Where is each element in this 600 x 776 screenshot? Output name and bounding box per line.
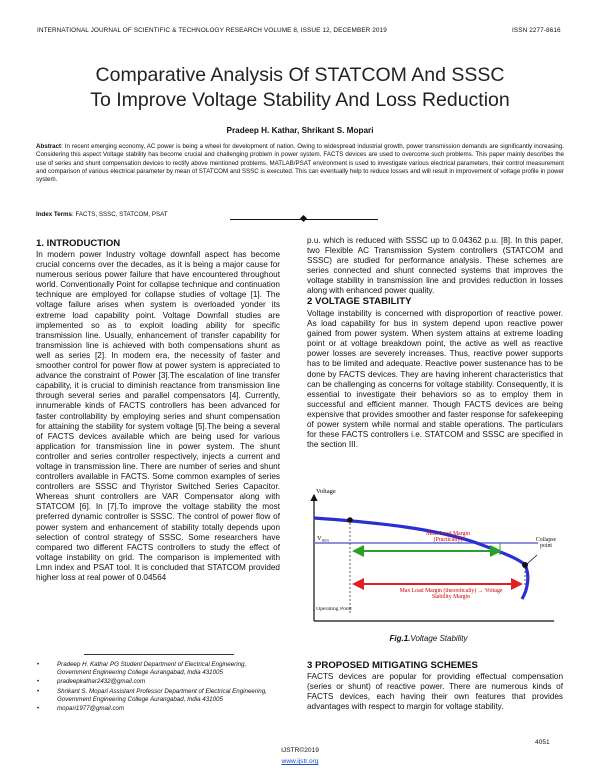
voltage-stability-diagram — [304, 487, 562, 629]
figure-caption — [296, 634, 561, 643]
footnote-text: Shrikant S. Mopari Assistant Professor Department of Electrical Engineering, Government Engineering College Aurangabad, India 431005 — [57, 687, 267, 703]
figure-caption-label: Fig.1. — [389, 634, 411, 643]
footnote-email: pradeepkathar2432@gmail.com — [57, 678, 146, 686]
footnote-item: • Shrikant S. Mopari Assistant Professor Department of Electrical Engineering, Government Engineering College Aurangabad, India 431005 — [36, 688, 280, 704]
issn: ISSN 2277-8616 — [512, 27, 561, 34]
operating-point-label: Operating Point — [316, 607, 352, 612]
figure-caption-text: Voltage Stability — [410, 634, 468, 643]
footnote-item: • pradeepkathar2432@gmail.com — [37, 678, 146, 686]
abstract-label: Abstract — [36, 143, 62, 150]
voltage-stability-figure — [304, 487, 562, 634]
abstract — [36, 143, 564, 184]
copyright-code: IJSTR©2019 — [281, 747, 319, 754]
footnote-email: mopari1977@gmail.com — [57, 705, 125, 713]
footnote-rule — [84, 654, 234, 655]
index-terms-text: : FACTS, SSSC, STATCOM, PSAT — [72, 211, 168, 218]
footnote-item: • Pradeep H. Kathar PG Student Department of Electrical Engineering, Government Engineering College Aurangabad, India 431005 — [36, 661, 280, 677]
operating-point-marker — [347, 517, 353, 523]
footnote-text: Pradeep H. Kathar PG Student Department of Electrical Engineering, Government Engineering College Aurangabad, India 431005 — [57, 661, 247, 677]
y-axis-label: Voltage — [316, 488, 336, 495]
authors: Pradeep H. Kathar, Shrikant S. Mopari — [226, 126, 374, 135]
abstract-text: : In recent emerging economy, AC power is being a wheel for development of nation. Owing to widespread industrial growth, power transmission demands are significantly increasing. Considering this aspect Voltage stability has become crucial and challenging problem in power system. FACTS devices are used to overcome such problems. This paper mainly describes the use of series and shunt compensation devices to rectify above mentioned problems. MATLAB/PSAT environment is used to investigate various electrical parameters, their control measurement and comparison of various electrical parameter by mean of STATCOM and SSSC is executed. This can eventually help to reduce losses and will result in improvement of voltage profile in power system. — [36, 143, 564, 184]
section2-text: Voltage instability is concerned with disproportion of reactive power. As load capability for bus in system depend upon reactive power gained from power system. When system attains at extreme loading point or at voltage breakdown point, the active as well as reactive power losses are severely increases. Thus, reactive power supports has to be limited and adequate. Reactive power sustenance has to be done by FACTS devices. They are having inherent characteristics that can be challenging as concerns for voltage stability. Consequently, it is essential to investigate their behaviors so as to employ them in successful and efficient manner. Though FACTS devices are being expensive that provides smoother and faster response for safekeeping of power system while normal and stable operations. The particulars for these FACTS controllers i.e. STATCOM and SSSC are specified in the section III. — [307, 309, 563, 450]
section3-heading: 3 PROPOSED MITIGATING SCHEMES — [307, 660, 478, 671]
website-link[interactable]: www.ijstr.org — [281, 758, 319, 765]
page-number: 4051 — [535, 739, 550, 746]
title-line-1: Comparative Analysis Of STATCOM And SSSC — [95, 64, 505, 86]
col2-continuation-text: p.u. which is reduced with SSSC up to 0.04362 p.u. [8]. In this paper, two Flexible AC Transmission System controllers (STATCOM and SSSC) are studied for performance analysis. These schemes are series connected and shunt connected systems that improves the voltage stability in transmission line and provides reduction in losses along with enhanced power quality. — [307, 236, 563, 296]
vmin-label: $V_{min}$ — [317, 535, 329, 543]
journal-header: INTERNATIONAL JOURNAL OF SCIENTIFIC & TECHNOLOGY RESEARCH VOLUME 8, ISSUE 12, DECEMBER 2019 — [37, 27, 387, 34]
practical-margin-label: Max. Load Margin (Practically) — [426, 531, 470, 544]
paper-title — [0, 63, 600, 113]
section3-text: FACTS devices are popular for providing effectual compensation (series or shunt) of reactive power. There are numerous kinds of FACTS devices, each having their own features that provides advantages with respect to margin for voltage stability. — [307, 672, 563, 712]
footnote-item: • mopari1977@gmail.com — [37, 705, 125, 713]
title-line-2: To Improve Voltage Stability And Loss Reduction — [90, 89, 510, 111]
collapse-point-label: Collapse point — [535, 537, 557, 549]
footnotes — [36, 661, 280, 714]
index-terms-label: Index Terms — [36, 211, 72, 218]
collapse-point-marker — [522, 562, 528, 568]
section2-heading: 2 VOLTAGE STABILITY — [307, 296, 412, 307]
section1-heading: 1. INTRODUCTION — [36, 238, 121, 249]
theoretical-margin-label: Max Load Margin (theoretically) → Voltage Stability Margin — [399, 588, 503, 601]
section1-text: In modern power Industry voltage downfall aspect has become crucial concerns over the decades, as it is being a major cause for numerous serious power failure that have encountered throughout world. Conventionally Point for collapse technique and continuation technique are employed for collapse studies of voltage [1]. The voltage failure arises when system is overloaded yonder its extreme load capability point. Voltage Downfall studies are implemented so as to exploit loading ability for specific transmission line. Usually, enhancement of transfer capability for transmission line is achieved with both compensations shunt as well as series [2]. In modern era, the necessity of faster and smoother control for power flow at power system is appreciated to advance the constraint of Power [3].The escalation of line transfer capability, it is crucial to diminish reactance from transmission line through several series and parallel compensators [4]. Currently, innumerable kinds of FACTS controllers has been advanced for faster controllability by employing series and shunt compensation for attaining the stability for system voltage [5].The being a several of FACTS devices available which are being used for various application for transmission line in power system. The shunt controller and series controller respectively, injects a current and voltage in transmission line. There are number of series and shunt controllers available in FACTS. Some common examples of series controllers are SSSC and Thyristor Switched Series Capacitor. Whereas shunt controllers are VAR Compensator along with STATCOM [6]. In [7].To improve the voltage stability the most preferred dynamic controller is SSSC. The control of power flow of power system and enhancement of stability totally depends upon selection of control strategy of SSSC. Some researchers have compared two different FACTS controllers to study the effect of voltage instability on grid. The comparison is implemented with Lmn index and PSAT tool. It is concluded that STATCOM provided higher loss at real power of 0.04564 — [36, 250, 280, 582]
